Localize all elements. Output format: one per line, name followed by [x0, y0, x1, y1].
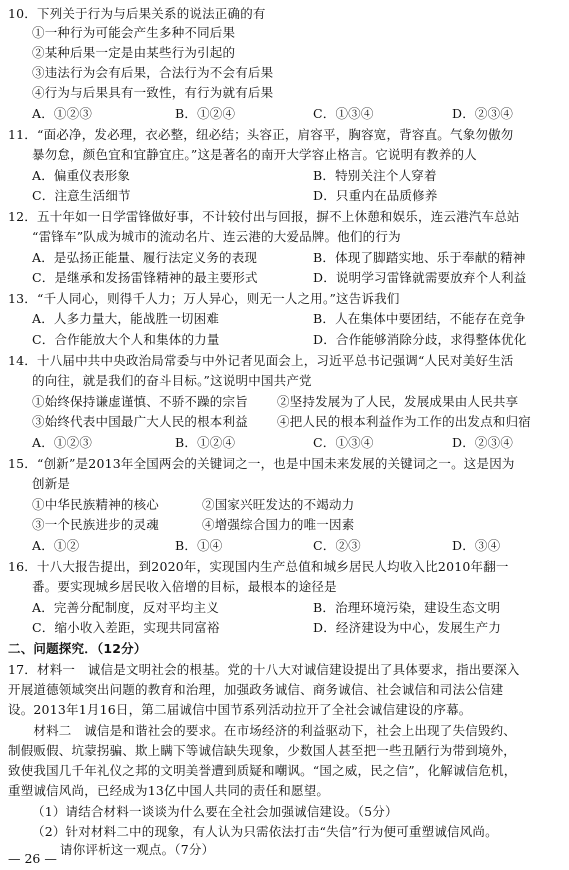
q12-option-a: A．是弘扬正能量、履行法定义务的表现: [32, 250, 258, 265]
q17-subquestion-2-line2: 请你评析这一观点。（7分）: [60, 842, 215, 857]
q15-option-b: B．①④: [175, 538, 223, 553]
q15-option-c: C．②③: [313, 538, 361, 553]
q14-item-1: ①始终保持谦虚谨慎、不骄不躁的宗旨: [32, 394, 248, 409]
q10-option-c: C．①③④: [313, 106, 374, 121]
q17-material1-line3: 设。2013年1月16日，第二届诚信中国节系列活动拉开了全社会诚信建设的序幕。: [8, 702, 472, 717]
q11-option-c: C．注意生活细节: [32, 188, 131, 203]
q14-item-3: ③始终代表中国最广大人民的根本利益: [32, 414, 248, 429]
q14-item-4: ④把人民的根本利益作为工作的出发点和归宿: [277, 414, 532, 429]
q13-option-a: A．人多力量大，能战胜一切困难: [32, 311, 220, 326]
q10-item-4: ④行为与后果具有一致性，有行为就有后果: [32, 85, 274, 100]
q16-option-b: B．治理环境污染，建设生态文明: [313, 600, 501, 615]
q17-material2-line1: 材料二 诚信是和谐社会的要求。在市场经济的利益驱动下，社会上出现了失信毁约、: [8, 723, 517, 738]
q16-option-a: A．完善分配制度，反对平均主义: [32, 600, 220, 615]
q10-option-b: B．①②④: [175, 106, 236, 121]
q17-material2-line4: 重塑诚信风尚，已经成为13亿中国人共同的责任和愿望。: [8, 783, 330, 798]
q11-option-a: A．偏重仪表形象: [32, 168, 131, 183]
q16-option-c: C．缩小收入差距，实现共同富裕: [32, 620, 220, 635]
q14-stem-2: 的向往，就是我们的奋斗目标。”这说明中国共产党: [32, 373, 312, 388]
q10-item-2: ②某种后果一定是由某些行为引起的: [32, 45, 236, 60]
q16-stem-2: 番。要实现城乡居民收入倍增的目标，最根本的途径是: [32, 579, 337, 594]
q17-subquestion-2-line1: （2）针对材料二中的现象，有人认为只需依法打击“失信”行为便可重塑诚信风尚。: [32, 824, 498, 839]
q15-item-3: ③一个民族进步的灵魂: [32, 517, 160, 532]
q14-option-b: B．①②④: [175, 435, 236, 450]
q17-material1-line2: 开展道德领域突出问题的教育和治理，加强政务诚信、商务诚信、社会诚信和司法公信建: [8, 682, 504, 697]
page-number: — 26 —: [8, 851, 57, 866]
q13-option-d: D．合作能够消除分歧，求得整体优化: [313, 332, 527, 347]
q17-material1-line1: 17．材料一 诚信是文明社会的根基。党的十八大对诚信建设提出了具体要求，指出要深入: [8, 662, 520, 677]
q15-item-4: ④增强综合国力的唯一因素: [202, 517, 355, 532]
q14-item-2: ②坚持发展为了人民，发展成果由人民共享: [277, 394, 519, 409]
q12-stem-2: “雷锋车”队成为城市的流动名片、连云港的大爱品牌。他们的行为: [32, 229, 401, 244]
q11-option-b: B．特别关注个人穿着: [313, 168, 437, 183]
q17-material2-line3: 致使我国几千年礼仪之邦的文明美誉遭到质疑和嘲讽。“国之威，民之信”，化解诚信危机，: [8, 763, 517, 778]
q12-option-d: D．说明学习雷锋就需要放弃个人利益: [313, 270, 527, 285]
q11-option-d: D．只重内在品质修养: [313, 188, 438, 203]
q15-option-d: D．③④: [452, 538, 501, 553]
q15-item-1: ①中华民族精神的核心: [32, 497, 160, 512]
section-heading: 二、问题探究．（12分）: [8, 641, 147, 656]
q15-stem-1: 15．“创新”是2013年全国两会的关键词之一，也是中国未来发展的关键词之一。这是因为: [8, 456, 515, 471]
q13-option-b: B．人在集体中要团结，不能存在竞争: [313, 311, 526, 326]
q12-option-b: B．体现了脚踏实地、乐于奉献的精神: [313, 250, 526, 265]
q10-item-1: ①一种行为可能会产生多种不同后果: [32, 25, 236, 40]
q14-stem-1: 14．十八届中共中央政治局常委与中外记者见面会上，习近平总书记强调“人民对美好生活: [8, 353, 514, 368]
q12-stem-1: 12．五十年如一日学雷锋做好事，不计较付出与回报，摒不上休憩和娱乐，连云港汽车总站: [8, 209, 520, 224]
q12-option-c: C．是继承和发扬雷锋精神的最主要形式: [32, 270, 258, 285]
q17-material2-line2: 制假贩假、坑蒙拐骗、欺上瞒下等诚信缺失现象，少数国人甚至把一些丑陋行为带到境外，: [8, 743, 517, 758]
q11-stem-2: 暴勿怠，颜色宜和宜静宜庄。”这是著名的南开大学容止格言。它说明有教养的人: [32, 147, 477, 162]
q14-option-a: A．①②③: [32, 435, 93, 450]
q10-option-d: D．②③④: [452, 106, 514, 121]
q10-item-3: ③违法行为会有后果，合法行为不会有后果: [32, 65, 274, 80]
q16-stem-1: 16．十八大报告提出，到2020年，实现国内生产总值和城乡居民人均收入比2010年翻一: [8, 559, 509, 574]
q15-item-2: ②国家兴旺发达的不竭动力: [202, 497, 355, 512]
q13-stem: 13．“千人同心，则得千人力；万人异心，则无一人之用。”这告诉我们: [8, 291, 400, 306]
q10-option-a: A．①②③: [32, 106, 93, 121]
q14-option-d: D．②③④: [452, 435, 514, 450]
q15-stem-2: 创新是: [32, 476, 71, 491]
q17-subquestion-1: （1）请结合材料一谈谈为什么要在全社会加强诚信建设。（5分）: [32, 804, 398, 819]
q11-stem-1: 11．“面必净，发必理，衣必整，纽必结；头容正，肩容平，胸容宽，背容直。气象勿傲勿: [8, 127, 514, 142]
q15-option-a: A．①②: [32, 538, 80, 553]
q16-option-d: D．经济建设为中心，发展生产力: [313, 620, 502, 635]
q14-option-c: C．①③④: [313, 435, 374, 450]
q13-option-c: C．合作能放大个人和集体的力量: [32, 332, 220, 347]
q10-stem: 10．下列关于行为与后果关系的说法正确的有: [8, 6, 266, 21]
